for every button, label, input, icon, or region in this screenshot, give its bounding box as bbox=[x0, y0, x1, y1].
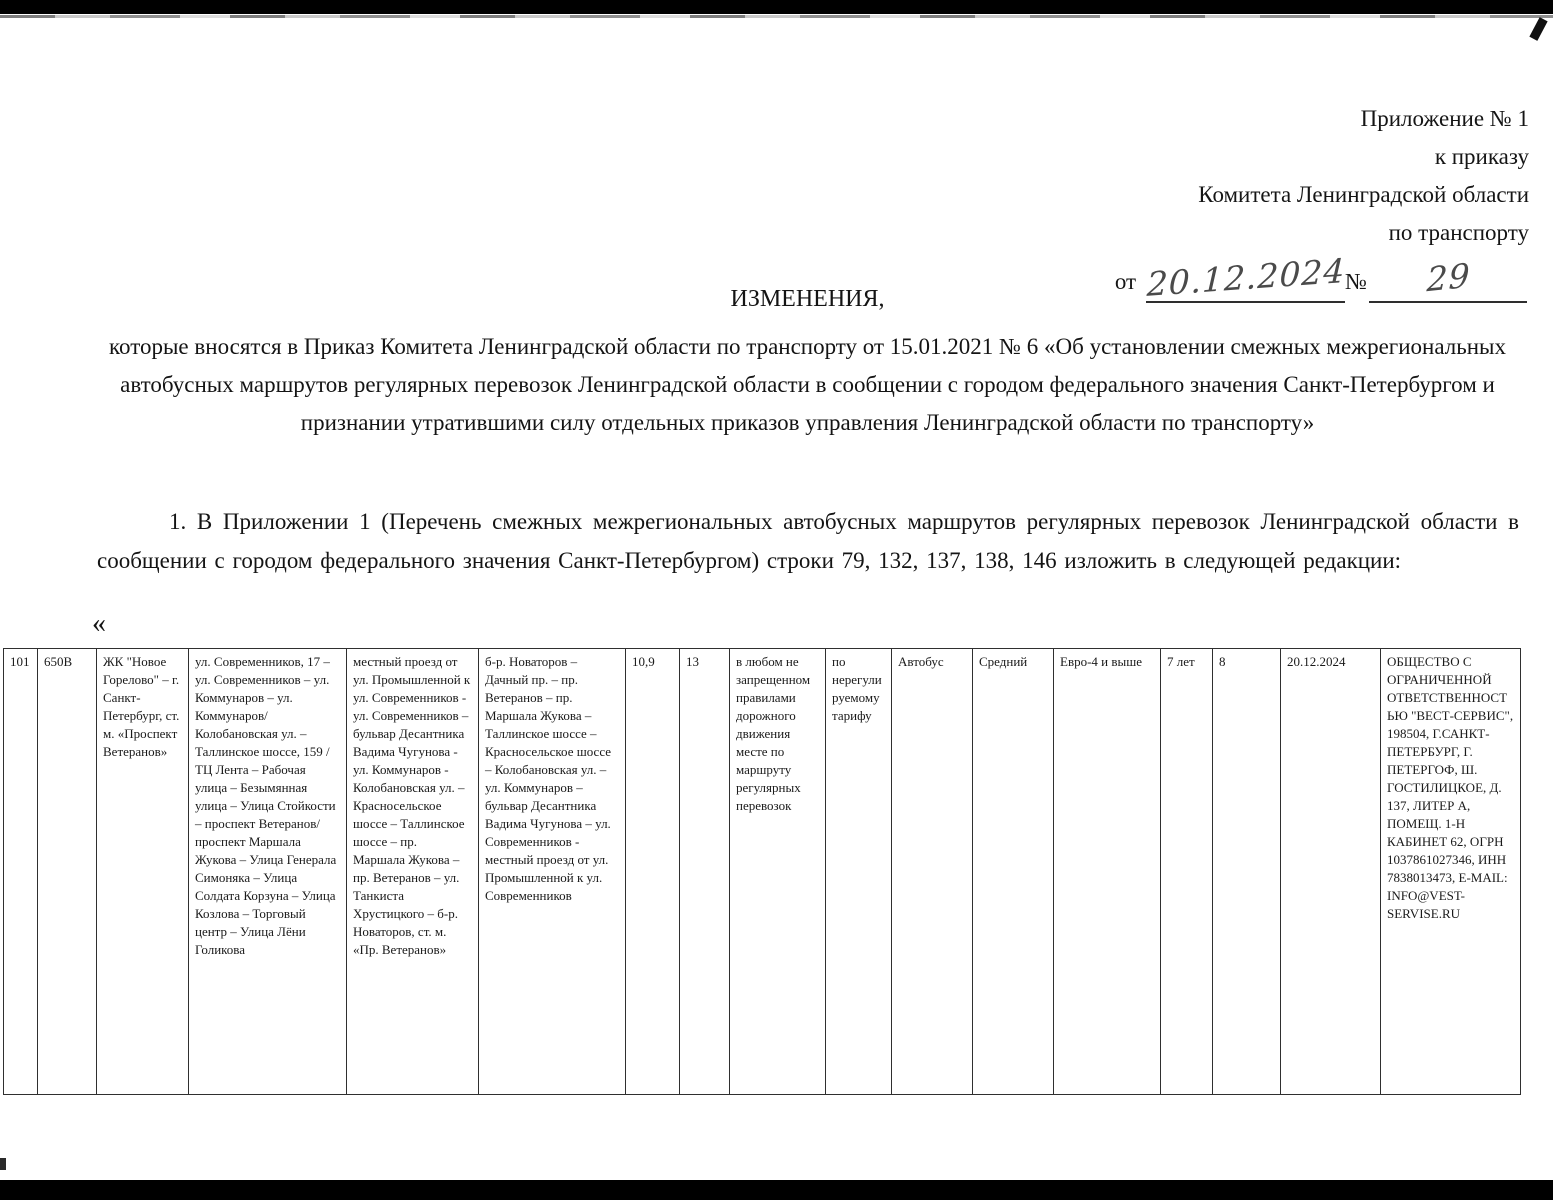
appendix-header-block bbox=[829, 100, 1529, 303]
cell-route-name: ЖК "Новое Горелово" – г. Санкт-Петербург, ст. м. «Проспект Ветеранов» bbox=[97, 649, 189, 1095]
scan-top-edge-bar bbox=[0, 0, 1553, 14]
cell-vehicle-count: 8 bbox=[1213, 649, 1281, 1095]
cell-route-path-forward: местный проезд от ул. Промышленной к ул. Современников - ул. Современников – бульвар Десантника Вадима Чугунова - ул. Коммунаров - Колобановская ул. – Красносельское шоссе – Таллинское шоссе – пр. Маршала Жукова – пр. Ветеранов – ул. Танкиста Хрустицкого – б-р. Новаторов, ст. м. «Пр. Ветеранов» bbox=[347, 649, 479, 1095]
cell-vehicle-class: Средний bbox=[973, 649, 1054, 1095]
cell-change-date: 20.12.2024 bbox=[1281, 649, 1381, 1095]
cell-vehicle-max-age: 7 лет bbox=[1161, 649, 1213, 1095]
cell-route-number: 650В bbox=[38, 649, 97, 1095]
handwritten-number: 29 bbox=[1426, 255, 1472, 300]
cell-tariff-type: по нерегулируемому тарифу bbox=[826, 649, 892, 1095]
scan-top-edge-line bbox=[0, 15, 1553, 18]
cell-carrier-info: ОБЩЕСТВО С ОГРАНИЧЕННОЙ ОТВЕТСТВЕННОСТЬЮ "ВЕСТ-СЕРВИС", 198504, Г.САНКТ-ПЕТЕРБУРГ, Г. ПЕТЕРГОФ, Ш. ГОСТИЛИЦКОЕ, Д. 137, ЛИТЕР А, ПОМЕЩ. 1-Н КАБИНЕТ 62, ОГРН 1037861027346, ИНН 7838013473, E-MAIL: INFO@VEST-SERVISE.RU bbox=[1381, 649, 1521, 1095]
scan-artifact-bottom-left bbox=[0, 1158, 6, 1170]
table-opening-quote: « bbox=[92, 608, 106, 639]
appendix-number-line: Приложение № 1 bbox=[1360, 106, 1529, 131]
cell-route-length: 10,9 bbox=[626, 649, 680, 1095]
handwritten-date: 20.12.2024 bbox=[1146, 250, 1347, 304]
cell-route-stops: ул. Современников, 17 – ул. Современников – ул. Коммунаров – ул. Коммунаров/Колобановская ул. – Таллинское шоссе, 159 / ТЦ Лента – Рабочая улица – Безымянная улица – Улица Стойкости – проспект Ветеранов/проспект Маршала Жукова – Улица Генерала Симоняка – Улица Солдата Корзуна – Улица Козлова – Торговый центр – Улица Лёни Голикова bbox=[189, 649, 347, 1095]
document-title: ИЗМЕНЕНИЯ, bbox=[730, 286, 885, 312]
committee-line: Комитета Ленинградской области bbox=[1198, 182, 1529, 207]
scan-bottom-edge-bar bbox=[0, 1180, 1553, 1200]
paragraph-1: 1. В Приложении 1 (Перечень смежных межрегиональных автобусных маршрутов регулярных перевозок Ленинградской области в сообщении с городом федерального значения Санкт-Петербургом) строки 79, 132, 137, 138, 146 изложить в следующей редакции: bbox=[97, 509, 1519, 573]
cell-row-number: 101 bbox=[4, 649, 38, 1095]
scan-artifact-top-right bbox=[1529, 17, 1547, 41]
table-row bbox=[4, 649, 1521, 1095]
cell-vehicle-type: Автобус bbox=[892, 649, 973, 1095]
cell-route-path-backward: б-р. Новаторов – Дачный пр. – пр. Ветеранов – пр. Маршала Жукова – Таллинское шоссе – Красносельское шоссе – Колобановская ул. – ул. Коммунаров – бульвар Десантника Вадима Чугунова – ул. Современников - местный проезд от ул. Промышленной к ул. Современников bbox=[479, 649, 626, 1095]
to-order-line: к приказу bbox=[1434, 144, 1529, 169]
document-subtitle: которые вносятся в Приказ Комитета Ленинградской области по транспорту от 15.01.2021 № 6 «Об установлении смежных межрегиональных автобусных маршрутов регулярных перевозок Ленинградской области в сообщении с городом федерального значения Санкт-Петербургом и признании утратившими силу отдельных приказов управления Ленинградской области по транспорту» bbox=[109, 334, 1506, 435]
cell-boarding-rules: в любом не запрещенном правилами дорожного движения месте по маршруту регулярных перевозок bbox=[730, 649, 826, 1095]
number-sign: № bbox=[1345, 269, 1367, 294]
transport-line: по транспорту bbox=[1388, 220, 1529, 245]
order-date-prefix: от bbox=[1114, 269, 1137, 294]
routes-table bbox=[3, 648, 1521, 1095]
cell-eco-class: Евро-4 и выше bbox=[1054, 649, 1161, 1095]
cell-stops-count: 13 bbox=[680, 649, 730, 1095]
